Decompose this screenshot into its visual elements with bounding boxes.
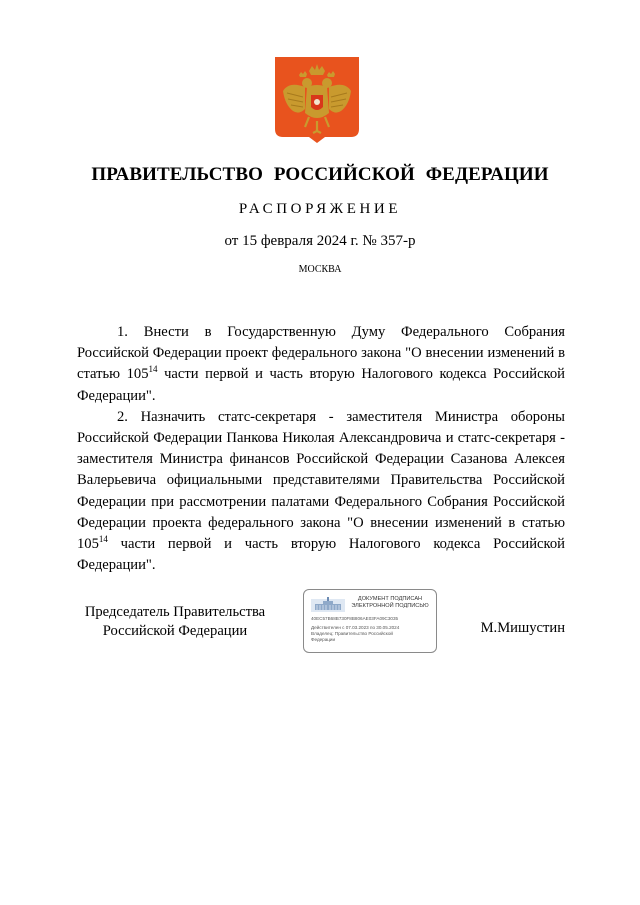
stamp-certificate: 40EC57B68B730F8B806AE03FA09C3035 <box>311 616 399 621</box>
paragraph-2-text: 2. Назначить статс-секретаря - заместителя Министра обороны Российской Федерации Панкова Николая Александровича и статс-секретаря - заместителя Министра финансов Российской Федерации Сазанова Алексея Валерьевича официальными представителями Правительства Российской Федерации при рассмотрении палатами Федерального Собрания Российской Федерации проекта федерального закона "О внесении изменений в статью 105 <box>77 408 565 553</box>
government-title: ПРАВИТЕЛЬСТВО РОССИЙСКОЙ ФЕДЕРАЦИИ <box>91 164 549 185</box>
paragraph-2 <box>77 407 565 577</box>
stamp-owner-line2: Федерации <box>311 637 336 642</box>
stamp-title <box>346 596 434 610</box>
document-city: МОСКВА <box>298 264 342 275</box>
article-superscript: 14 <box>98 534 108 545</box>
article-superscript: 14 <box>148 364 158 375</box>
document-body <box>77 322 565 576</box>
document-date-number: от 15 февраля 2024 г. № 357-р <box>224 233 416 249</box>
electronic-signature-stamp <box>303 589 437 653</box>
paragraph-1-text: 1. Внести в Государственную Думу Федерального Собрания Российской Федерации проект федерального закона "О внесении изменений в статью 105 <box>77 324 565 383</box>
paragraph-1 <box>77 322 565 407</box>
stamp-owner-line1: Владелец: Правительство Российской <box>311 631 393 636</box>
signer-name: М.Мишустин <box>480 620 565 636</box>
building-icon <box>311 596 345 612</box>
paragraph-1-text-end: части первой и часть вторую Налогового кодекса Российской Федерации". <box>77 366 565 404</box>
coat-of-arms-icon <box>275 57 359 143</box>
signer-title-line2: Российской Федерации <box>102 623 248 639</box>
stamp-title-line1: ДОКУМЕНТ ПОДПИСАН <box>357 596 423 602</box>
document-type: РАСПОРЯЖЕНИЕ <box>238 201 402 217</box>
russian-coat-of-arms-icon <box>275 57 359 143</box>
signer-title-line1: Председатель Правительства <box>84 604 266 620</box>
signer-title <box>80 603 270 641</box>
stamp-validity: Действителен с 07.03.2023 по 30.05.2024 <box>311 625 400 630</box>
paragraph-2-text-end: части первой и часть вторую Налогового кодекса Российской Федерации". <box>77 536 565 574</box>
stamp-title-line2: ЭЛЕКТРОННОЙ ПОДПИСЬЮ <box>351 603 429 609</box>
